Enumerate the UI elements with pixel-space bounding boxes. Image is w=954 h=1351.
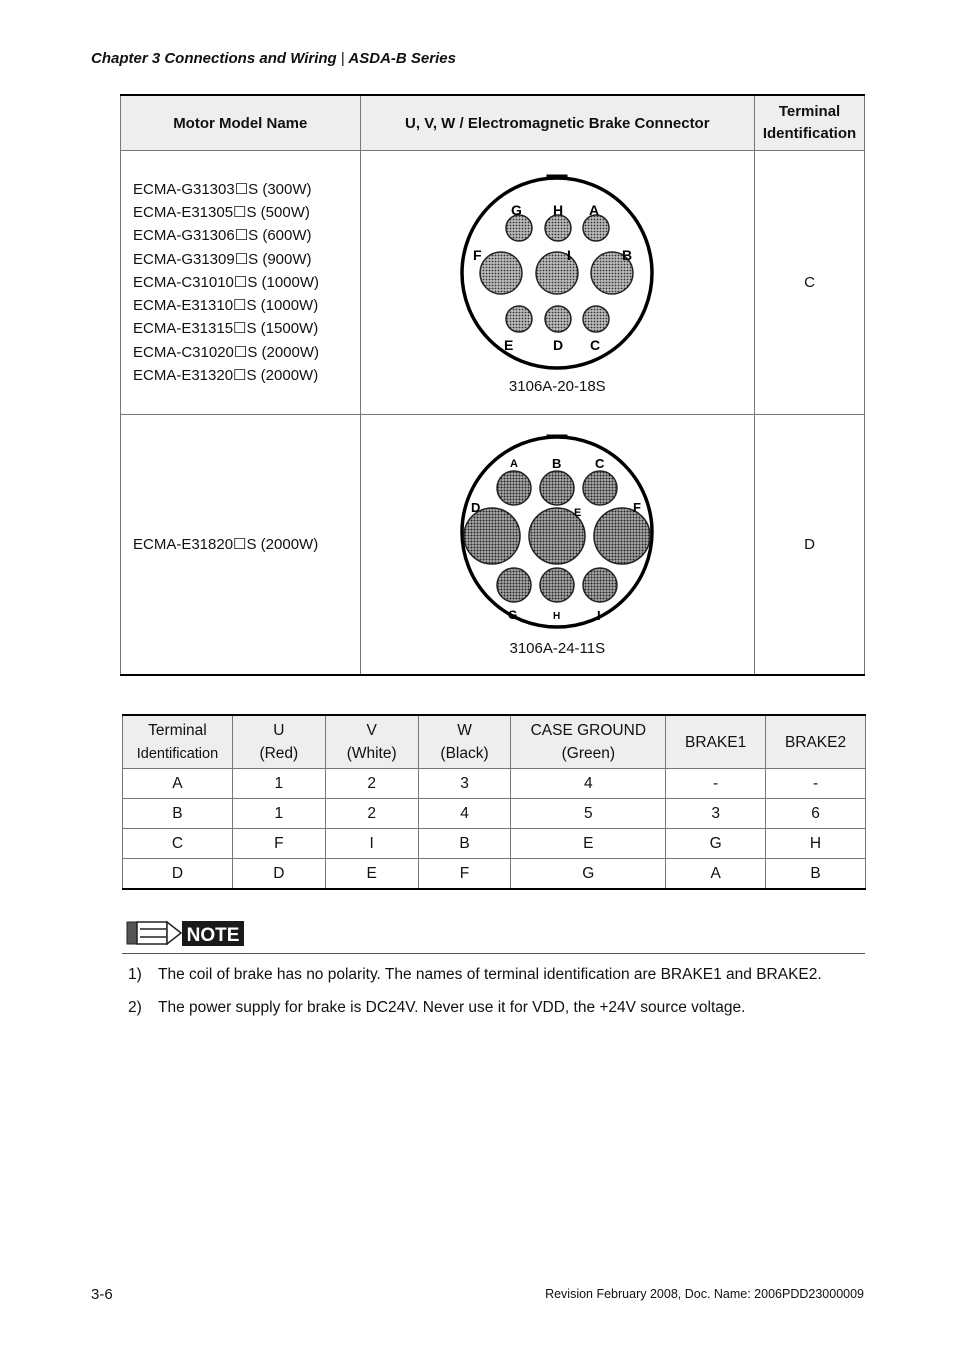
- col-header-line2: (Red): [259, 745, 299, 762]
- table-cell: A: [123, 769, 233, 799]
- table-cell: A: [666, 859, 766, 890]
- model-name: ECMA-G31306☐S (600W): [133, 227, 312, 245]
- model-name: ECMA-C31010☐S (1000W): [133, 273, 320, 291]
- pin-label: H: [553, 202, 564, 218]
- pin-label: H: [553, 610, 561, 622]
- pin-label: B: [552, 455, 562, 471]
- col-header-u: [232, 715, 325, 769]
- pin-label: G: [511, 202, 523, 218]
- terminal-id-2: D: [755, 415, 865, 675]
- pin-i: [536, 252, 578, 294]
- note-divider: [122, 953, 865, 954]
- pin-h: [545, 215, 571, 241]
- chapter-title: Chapter 3 Connections and Wiring: [91, 50, 337, 67]
- table-cell: 5: [511, 799, 666, 829]
- table-cell: 4: [511, 769, 666, 799]
- table-row: [123, 859, 866, 890]
- pin-f: [480, 252, 522, 294]
- col-header-case-ground: [511, 715, 666, 769]
- header-connector: U, V, W / Electromagnetic Brake Connector: [360, 95, 754, 151]
- connector-diagram-3106a-24-11s: [452, 432, 662, 632]
- model-name: ECMA-G31303☐S (300W): [133, 180, 312, 198]
- revision-info: Revision February 2008, Doc. Name: 2006PDD23000009: [545, 1287, 864, 1301]
- pin-label: C: [590, 337, 601, 353]
- note-pencil-icon: [126, 919, 246, 947]
- col-header-line2: (White): [346, 745, 397, 762]
- pin-f: [594, 508, 650, 564]
- col-header-w: [418, 715, 511, 769]
- pin-label: C: [595, 455, 605, 471]
- table-cell: 2: [325, 799, 418, 829]
- table-cell: B: [123, 799, 233, 829]
- col-header-line1: U: [273, 722, 285, 739]
- model-name: ECMA-E31305☐S (500W): [133, 203, 310, 221]
- pin-label: E: [504, 337, 514, 353]
- pin-g: [497, 568, 531, 602]
- pin-a: [583, 215, 609, 241]
- pin-label: B: [622, 247, 633, 263]
- model-name: ECMA-E31820☐S (2000W): [133, 535, 319, 553]
- connector-diagram-3106a-20-18s: [452, 170, 662, 370]
- header-terminal-id-text: Terminal Identification: [762, 103, 857, 142]
- table-cell: G: [666, 829, 766, 859]
- col-header-line1: W: [457, 722, 472, 739]
- note-label: NOTE: [186, 925, 240, 946]
- table-row: [123, 829, 866, 859]
- table-cell: F: [418, 859, 511, 890]
- model-name: ECMA-E31310☐S (1000W): [133, 297, 319, 315]
- pin-label: A: [510, 457, 519, 470]
- col-header-terminal-id: [123, 715, 233, 769]
- table-cell: C: [123, 829, 233, 859]
- pin-d: [464, 508, 520, 564]
- col-header-line1: CASE GROUND: [530, 722, 647, 739]
- pin-c: [583, 306, 609, 332]
- connector-table: [120, 94, 865, 676]
- table-cell: B: [418, 829, 511, 859]
- table-cell: E: [325, 859, 418, 890]
- table-cell: -: [666, 769, 766, 799]
- pin-label: E: [574, 506, 582, 519]
- note-badge: [126, 919, 246, 952]
- connector-caption: 3106A-20-18S: [508, 378, 606, 395]
- col-header-brake2: BRAKE2: [766, 715, 866, 769]
- col-header-brake1: BRAKE1: [666, 715, 766, 769]
- col-header-line2: (Green): [561, 745, 616, 762]
- table-cell: I: [325, 829, 418, 859]
- col-header-line2: (Black): [440, 745, 489, 762]
- pin-i: [583, 568, 617, 602]
- pin-label: F: [633, 499, 642, 515]
- pin-label: I: [597, 607, 601, 623]
- note-item: [128, 999, 822, 1017]
- table-cell: F: [232, 829, 325, 859]
- note-text: The coil of brake has no polarity. The names of terminal identification are BRAKE1 and BRAKE2.: [158, 966, 822, 983]
- table-row: [123, 799, 866, 829]
- connector-caption: 3106A-24-11S: [509, 639, 606, 657]
- col-header-line1: V: [366, 722, 377, 739]
- table-cell: 2: [325, 769, 418, 799]
- note-number: 2): [128, 999, 142, 1016]
- table-cell: 1: [232, 799, 325, 829]
- col-header-v: [325, 715, 418, 769]
- model-name: ECMA-G31309☐S (900W): [133, 250, 312, 268]
- pin-g: [506, 215, 532, 241]
- table-cell: 3: [418, 769, 511, 799]
- note-item: [128, 966, 822, 984]
- pin-label: D: [553, 337, 564, 353]
- table-cell: 6: [766, 799, 866, 829]
- pin-d: [545, 306, 571, 332]
- connector-cell-1: [360, 151, 754, 415]
- note-text: The power supply for brake is DC24V. Never use it for VDD, the +24V source voltage.: [158, 999, 746, 1016]
- header-motor-model: Motor Model Name: [121, 95, 361, 151]
- pin-a: [497, 471, 531, 505]
- connector-cell-2: [360, 415, 754, 675]
- table-cell: -: [766, 769, 866, 799]
- table-cell: B: [766, 859, 866, 890]
- table-cell: E: [511, 829, 666, 859]
- table-cell: 4: [418, 799, 511, 829]
- table-cell: D: [232, 859, 325, 890]
- pin-label: I: [567, 247, 572, 263]
- table-cell: 1: [232, 769, 325, 799]
- pin-c: [583, 471, 617, 505]
- model-name: ECMA-E31315☐S (1500W): [133, 320, 319, 338]
- table-cell: D: [123, 859, 233, 890]
- pin-label: F: [473, 247, 482, 263]
- terminal-id-1: C: [755, 151, 865, 415]
- page-header: [91, 50, 456, 67]
- pin-label: G: [508, 607, 518, 622]
- col-header-line1: Terminal: [148, 721, 207, 739]
- pin-h: [540, 568, 574, 602]
- note-list: [128, 966, 822, 1032]
- pin-label: A: [589, 202, 600, 218]
- model-list-2: [121, 415, 361, 675]
- pin-e: [506, 306, 532, 332]
- page-number: 3-6: [91, 1286, 113, 1303]
- model-list-1: [121, 151, 361, 415]
- table-row: [123, 769, 866, 799]
- col-header-line2: Identification: [136, 745, 219, 762]
- series-title: ASDA-B Series: [348, 50, 456, 67]
- note-number: 1): [128, 966, 142, 983]
- wire-mapping-table: [122, 714, 866, 890]
- pin-b: [540, 471, 574, 505]
- table-cell: H: [766, 829, 866, 859]
- header-separator: |: [340, 50, 345, 67]
- pin-label: D: [471, 499, 481, 515]
- model-name: ECMA-C31020☐S (2000W): [133, 343, 320, 361]
- table-cell: G: [511, 859, 666, 890]
- model-name: ECMA-E31320☐S (2000W): [133, 367, 319, 385]
- table-cell: 3: [666, 799, 766, 829]
- header-terminal-id: [755, 95, 865, 151]
